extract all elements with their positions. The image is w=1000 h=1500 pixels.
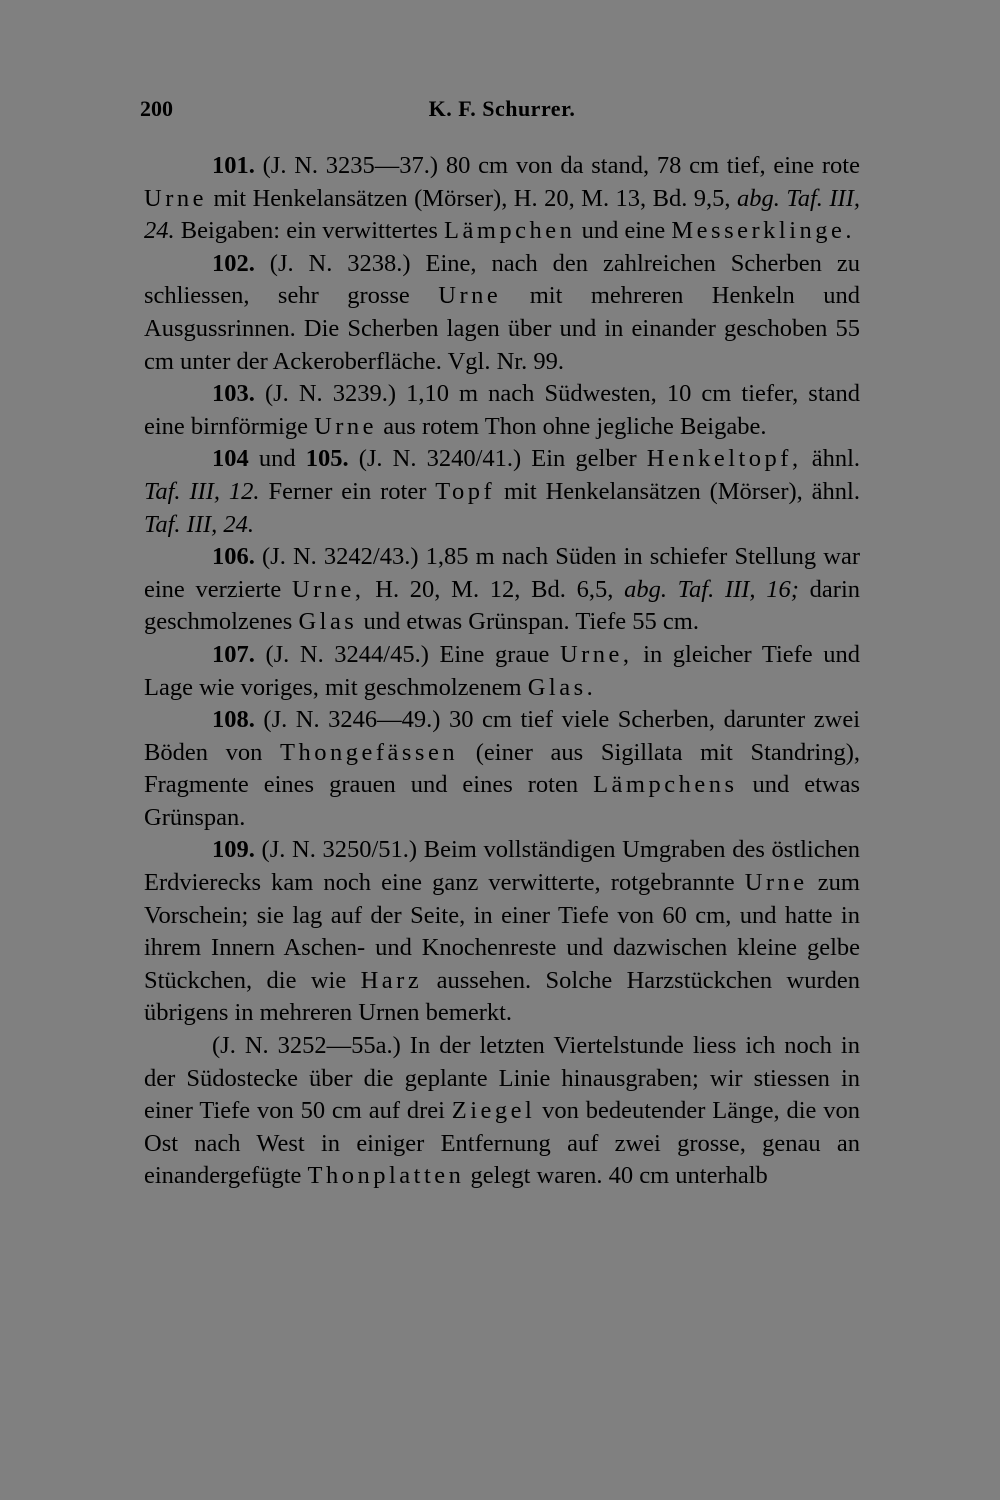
entry-text: gelegt waren. 40 cm unterhalb xyxy=(464,1162,768,1190)
entry-number: 103. xyxy=(212,380,255,408)
plate-reference: abg. Taf. III, 24. xyxy=(144,184,860,245)
emphasized-term: Urne, xyxy=(559,640,633,668)
entry-text: (J. N. 3244/45.) Eine graue xyxy=(254,640,560,668)
entry-number: 104 xyxy=(212,445,249,473)
entry-text: darin geschmolzenes xyxy=(144,575,861,636)
entry-text: in gleicher Tiefe und Lage wie voriges, mit geschmolzenem xyxy=(144,640,861,701)
entry-number: 106. xyxy=(212,543,255,571)
entry-text: 105. xyxy=(305,445,349,473)
entry-text: mit mehreren Henkeln und Ausgussrinnen. Die Scherben lagen über und in einander geschoben 55 cm unter der Ackeroberfläche. Vgl. Nr. 99. xyxy=(144,282,860,375)
entry-paragraph xyxy=(144,639,860,704)
emphasized-term: Lämpchens xyxy=(593,771,738,799)
entry-text: Beigaben: ein verwittertes xyxy=(174,217,445,245)
entry-number: 108. xyxy=(212,706,255,734)
emphasized-term: Topf xyxy=(435,477,496,505)
entry-text: (J. N. 3246—49.) 30 cm tief viele Scherben, darunter zwei Böden von xyxy=(144,706,860,766)
entry-text: von bedeutender Länge, die von Ost nach West in einiger Entfernung auf zwei grosse, genau an einandergefügte xyxy=(144,1097,860,1190)
emphasized-term: Thonplatten xyxy=(307,1162,465,1190)
entry-text: und etwas Grünspan. Tiefe 55 cm. xyxy=(357,608,699,636)
entry-number: 109. xyxy=(212,836,255,864)
entry-text: mit Henkelansätzen (Mörser), ähnl. xyxy=(495,477,860,505)
entry-text: Ferner ein roter xyxy=(259,477,436,505)
emphasized-term: Glas xyxy=(298,608,358,636)
emphasized-term: Urne xyxy=(144,184,207,212)
entry-number: 102. xyxy=(212,249,255,277)
page-header xyxy=(140,96,864,130)
entry-paragraph xyxy=(144,378,860,443)
entry-paragraph xyxy=(144,834,860,1030)
entry-text: und etwas Grünspan. xyxy=(144,771,860,831)
plate-reference: Taf. III, 24. xyxy=(144,510,255,538)
emphasized-term: Thongefässen xyxy=(280,738,459,766)
page-number: 200 xyxy=(140,96,173,121)
entry-number: 107. xyxy=(212,640,255,668)
entry-text: (J. N. 3242/43.) 1,85 m nach Süden in schiefer Stellung war eine verzierte xyxy=(144,543,860,603)
entry-text: (einer aus Sigillata mit Standring), Fragmente eines grauen und eines roten xyxy=(144,738,860,799)
emphasized-term: Ziegel xyxy=(451,1097,536,1125)
emphasized-term: Harz xyxy=(360,966,423,994)
emphasized-term: Urne xyxy=(744,869,808,897)
entry-text: (J. N. 3250/51.) Beim vollständigen Umgraben des östlichen Erdvierecks kam noch eine ganz verwitterte, rotgebrannte xyxy=(144,836,860,897)
entry-number: 101. xyxy=(212,152,255,179)
emphasized-term: Urne, xyxy=(291,575,365,603)
entry-text: aus rotem Thon ohne jegliche Beigabe. xyxy=(377,412,767,440)
emphasized-term: Urne xyxy=(438,282,502,310)
plate-reference: abg. Taf. III, 16; xyxy=(624,575,799,603)
entry-text: mit Henkelansätzen (Mörser), H. 20, M. 13, Bd. 9,5, xyxy=(206,184,738,212)
entry-text: (J. N. 3239.) 1,10 m nach Südwesten, 10 cm tiefer, stand eine birnförmige xyxy=(144,380,860,440)
emphasized-term: Urne xyxy=(314,412,378,440)
entry-text: ähnl. xyxy=(801,445,861,473)
entry-text: zum Vorschein; sie lag auf der Seite, in einer Tiefe von 60 cm, und hatte in ihrem Innern Aschen- und Knochenreste und dazwischen kleine gelbe Stückchen, die wie xyxy=(144,869,860,994)
entry-text: H. 20, M. 12, Bd. 6,5, xyxy=(364,575,625,603)
entry-text: und xyxy=(248,445,306,473)
running-head: K. F. Schurrer. xyxy=(428,96,576,121)
entry-text: aussehen. Solche Harzstückchen wurden übrigens in mehreren Urnen bemerkt. xyxy=(144,966,860,1027)
entry-text: und eine xyxy=(575,217,672,245)
entry-paragraph xyxy=(144,704,860,834)
plate-reference: Taf. III, 12. xyxy=(144,477,260,505)
emphasized-term: Lämpchen xyxy=(444,217,576,245)
body-text xyxy=(144,150,860,1193)
emphasized-term: Glas. xyxy=(527,673,597,701)
entry-paragraph xyxy=(144,150,860,248)
entry-text: (J. N. 3252—55a.) In der letzten Viertelstunde liess ich noch in der Südostecke über die geplante Linie hinausgraben; wir stiessen in einer Tiefe von 50 cm auf drei xyxy=(144,1032,860,1125)
entry-text: (J. N. 3235—37.) 80 cm von da stand, 78 cm tief, eine rote xyxy=(254,152,860,179)
entry-text: (J. N. 3240/41.) Ein gelber xyxy=(348,445,647,473)
entry-paragraph xyxy=(144,248,860,378)
emphasized-term: Messerklinge. xyxy=(671,217,855,245)
entry-paragraph xyxy=(144,541,860,639)
entry-paragraph xyxy=(144,443,860,541)
entry-paragraph xyxy=(144,1030,860,1193)
emphasized-term: Henkeltopf, xyxy=(646,445,802,473)
entry-text: (J. N. 3238.) Eine, nach den zahlreichen Scherben zu schliessen, sehr grosse xyxy=(144,249,860,310)
